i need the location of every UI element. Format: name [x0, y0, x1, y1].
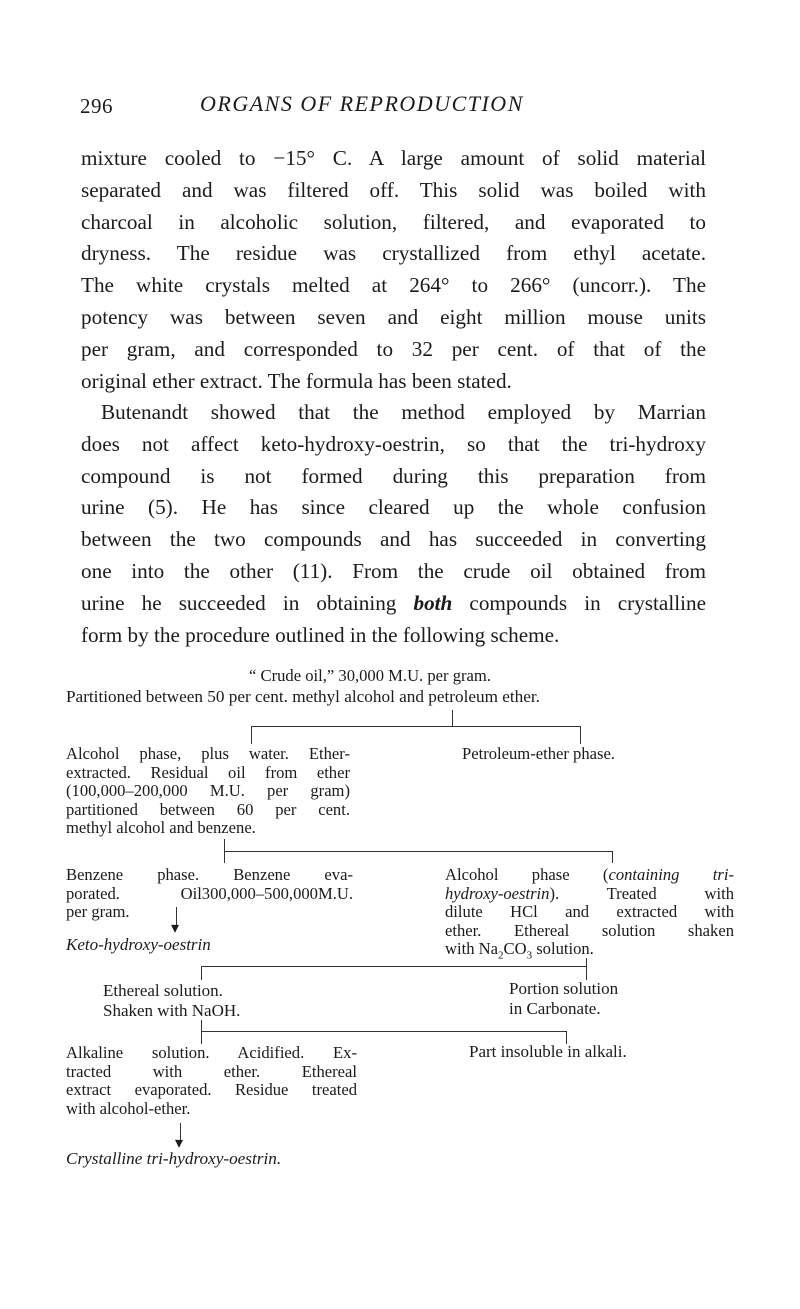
connector	[224, 851, 612, 852]
text-line: one into the other (11). From the crude oil obtained from	[81, 558, 706, 583]
text-line: compound is not formed during this preparation from	[81, 463, 706, 488]
text-line: potency was between seven and eight million mouse units	[81, 304, 706, 329]
text-segment: compounds in crystalline	[452, 590, 706, 615]
connector	[586, 958, 587, 966]
text-line: Butenandt showed that the method employed by Marrian	[101, 400, 706, 424]
down-arrow-icon: ▾	[171, 920, 180, 937]
text-segment: with Na	[445, 939, 498, 959]
scheme-line: Portion solution	[509, 979, 619, 998]
connector	[224, 851, 225, 863]
alkaline-solution-block	[66, 1044, 357, 1118]
connector	[586, 966, 587, 980]
scheme-line: Shaken with NaOH.	[103, 1000, 241, 1020]
insoluble-part: Part insoluble in alkali.	[469, 1042, 627, 1061]
text-line: dryness. The residue was crystallized from ethyl acetate.	[81, 241, 706, 266]
scheme-start-1: “ Crude oil,” 30,000 M.U. per gram.	[249, 666, 491, 685]
text-line: does not affect keto-hydroxy-oestrin, so that the tri-hydroxy	[81, 431, 706, 456]
scheme-line: porated. Oil300,000–500,000M.U.	[66, 883, 353, 903]
text-line	[81, 588, 706, 620]
product-label: Keto-hydroxy-oestrin	[66, 935, 211, 954]
scheme-line: methyl alcohol and benzene.	[66, 818, 256, 838]
scheme-line	[445, 885, 734, 904]
emphasis-both: both	[413, 590, 453, 615]
connector	[251, 726, 580, 727]
scheme-line: Alkaline solution. Acidified. Ex-	[66, 1043, 357, 1062]
petroleum-ether-phase: Petroleum-ether phase.	[462, 744, 615, 763]
crystalline-tri-hydroxy-oestrin-product	[66, 1150, 281, 1169]
text-line: per gram, and corresponded to 32 per cent. of that of the	[81, 336, 706, 361]
text-segment: Alcohol phase (	[445, 865, 609, 884]
scheme-line: tracted with ether. Ethereal	[66, 1061, 357, 1081]
text-line: form by the procedure outlined in the following scheme.	[81, 622, 560, 647]
running-title: ORGANS OF REPRODUCTION	[200, 91, 524, 116]
scheme-line: in Carbonate.	[509, 998, 601, 1018]
alcohol-phase-block	[66, 745, 350, 838]
scheme-line	[445, 866, 734, 885]
scheme-line	[445, 940, 734, 965]
scheme-line: Benzene phase. Benzene eva-	[66, 865, 353, 884]
text-line: mixture cooled to −15° C. A large amount of solid material	[81, 146, 706, 170]
connector	[201, 966, 202, 980]
text-segment: ). Treated with	[549, 883, 734, 903]
text-line: charcoal in alcoholic solution, filtered, and evaporated to	[81, 209, 706, 234]
scheme-line: Ethereal solution.	[103, 981, 223, 1000]
scheme-line: (100,000–200,000 M.U. per gram)	[66, 781, 350, 801]
italic-text: hydroxy-oestrin	[445, 883, 550, 903]
benzene-phase-block	[66, 866, 353, 922]
carbonate-portion-block	[509, 979, 618, 1018]
alcohol-phase-tri-block	[445, 866, 734, 965]
paragraph-1	[81, 143, 706, 397]
scheme-line: with alcohol-ether.	[66, 1098, 191, 1118]
connector	[452, 710, 453, 726]
italic-text: containing tri-	[608, 865, 734, 884]
text-line: original ether extract. The formula has been stated.	[81, 368, 512, 393]
scheme-start-2: Partitioned between 50 per cent. methyl alcohol and petroleum ether.	[66, 687, 540, 706]
scheme-line: Alcohol phase, plus water. Ether-	[66, 744, 350, 763]
scheme-line: extracted. Residual oil from ether	[66, 762, 350, 782]
text-line: urine (5). He has since cleared up the whole confusion	[81, 495, 706, 520]
ethereal-solution-block	[103, 981, 240, 1020]
scheme-line: dilute HCl and extracted with	[445, 902, 734, 922]
text-segment: CO	[503, 939, 527, 959]
paragraph-2	[81, 397, 706, 651]
connector	[580, 726, 581, 744]
connector	[201, 1031, 566, 1032]
connector	[224, 839, 225, 851]
scheme-line: extract evaporated. Residue treated	[66, 1080, 357, 1100]
connector	[201, 966, 586, 967]
scheme-line: partitioned between 60 per cent.	[66, 799, 350, 819]
text-line: between the two compounds and has succeeded in converting	[81, 527, 706, 552]
text-segment: urine he succeeded in obtaining	[81, 590, 414, 615]
keto-hydroxy-oestrin-product	[66, 936, 211, 955]
connector	[201, 1020, 202, 1031]
scheme-line: per gram.	[66, 902, 130, 922]
text-line: The white crystals melted at 264° to 266° (uncorr.). The	[81, 273, 706, 298]
scheme-line: ether. Ethereal solution shaken	[445, 920, 734, 940]
subscript: 2	[498, 949, 504, 962]
subscript: 3	[526, 949, 533, 962]
page-number: 296	[80, 94, 113, 118]
text-line: separated and was filtered off. This solid was boiled with	[81, 177, 706, 202]
connector	[612, 851, 613, 863]
product-label: Crystalline tri-hydroxy-oestrin.	[66, 1149, 282, 1168]
down-arrow-icon: ▾	[175, 1135, 184, 1152]
text-segment: solution.	[532, 939, 594, 959]
connector	[251, 726, 252, 744]
